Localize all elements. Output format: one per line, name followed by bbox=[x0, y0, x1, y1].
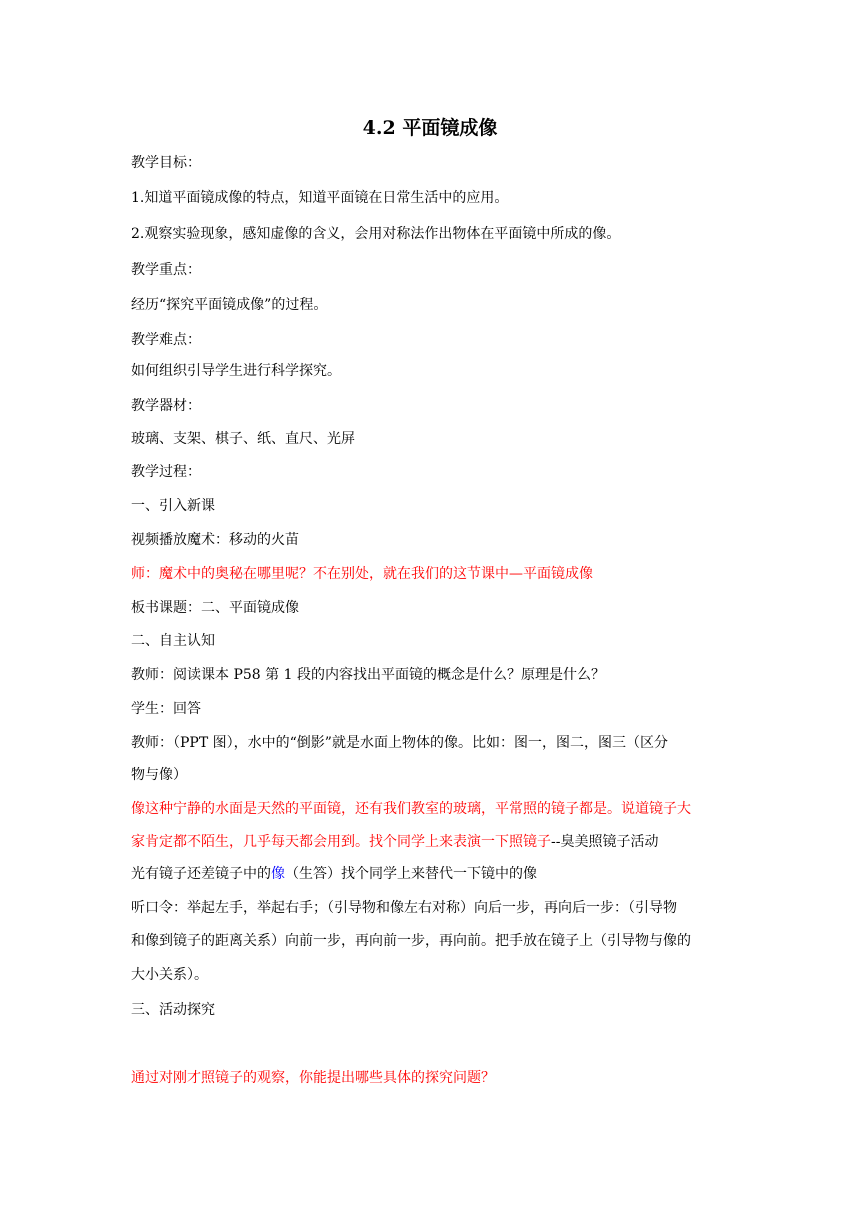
commands-line-2: 和像到镜子的距离关系）向前一步，再向前一步，再向前。把手放在镜子上（引导物与像的 bbox=[131, 933, 691, 949]
student-answer-line: 学生：回答 bbox=[131, 701, 201, 717]
teacher-ppt-line-1: 教师：（PPT 图），水中的“倒影”就是水面上物体的像。比如：图一，图二，图三（区分 bbox=[131, 735, 668, 751]
section-1-heading: 一、引入新课 bbox=[131, 498, 215, 514]
board-title-line: 板书课题：二、平面镜成像 bbox=[131, 600, 299, 616]
heading-key-points: 教学重点： bbox=[131, 262, 201, 278]
mirror-image-word-blue: 像 bbox=[271, 866, 285, 882]
teacher-question-red: 师：魔术中的奥秘在哪里呢？不在别处，就在我们的这节课中—平面镜成像 bbox=[131, 566, 593, 582]
heading-difficulties: 教学难点： bbox=[131, 332, 201, 348]
difficulty-text: 如何组织引导学生进行科学探究。 bbox=[131, 363, 341, 379]
mirror-activity-text: --臭美照镜子活动 bbox=[551, 834, 659, 850]
section-3-heading: 三、活动探究 bbox=[131, 1002, 215, 1018]
heading-equipment: 教学器材： bbox=[131, 398, 201, 414]
equipment-text: 玻璃、支架、棋子、纸、直尺、光屏 bbox=[131, 431, 355, 447]
teacher-reading-task: 教师：阅读课本 P58 第 1 段的内容找出平面镜的概念是什么？原理是什么？ bbox=[131, 667, 605, 683]
goal-2: 2.观察实验现象，感知虚像的含义，会用对称法作出物体在平面镜中所成的像。 bbox=[131, 226, 621, 242]
teacher-ppt-line-2: 物与像） bbox=[131, 767, 187, 783]
heading-teaching-goals: 教学目标： bbox=[131, 155, 201, 171]
mirror-paragraph-line-2 bbox=[131, 832, 751, 852]
mirror-paragraph-line-1: 像这种宁静的水面是天然的平面镜，还有我们教室的玻璃，平常照的镜子都是。说道镜子大 bbox=[131, 801, 691, 817]
key-point-text: 经历“探究平面镜成像”的过程。 bbox=[131, 297, 328, 313]
mirror-paragraph-red-text: 家肯定都不陌生，几乎每天都会用到。找个同学上来表演一下照镜子 bbox=[131, 834, 551, 850]
heading-process: 教学过程： bbox=[131, 464, 201, 480]
mirror-image-lead: 光有镜子还差镜子中的 bbox=[131, 866, 271, 882]
goal-1: 1.知道平面镜成像的特点，知道平面镜在日常生活中的应用。 bbox=[131, 190, 509, 206]
inquiry-question-red: 通过对刚才照镜子的观察，你能提出哪些具体的探究问题？ bbox=[131, 1070, 495, 1086]
mirror-image-tail: （生答）找个同学上来替代一下镜中的像 bbox=[285, 866, 537, 882]
video-magic-line: 视频播放魔术：移动的火苗 bbox=[131, 532, 299, 548]
section-2-heading: 二、自主认知 bbox=[131, 633, 215, 649]
document-title: 4.2 平面镜成像 bbox=[362, 117, 498, 139]
commands-line-1: 听口令：举起左手，举起右手；（引导物和像左右对称）向后一步，再向后一步：（引导物 bbox=[131, 900, 677, 916]
commands-line-3: 大小关系）。 bbox=[131, 967, 208, 983]
mirror-image-line bbox=[131, 864, 751, 884]
